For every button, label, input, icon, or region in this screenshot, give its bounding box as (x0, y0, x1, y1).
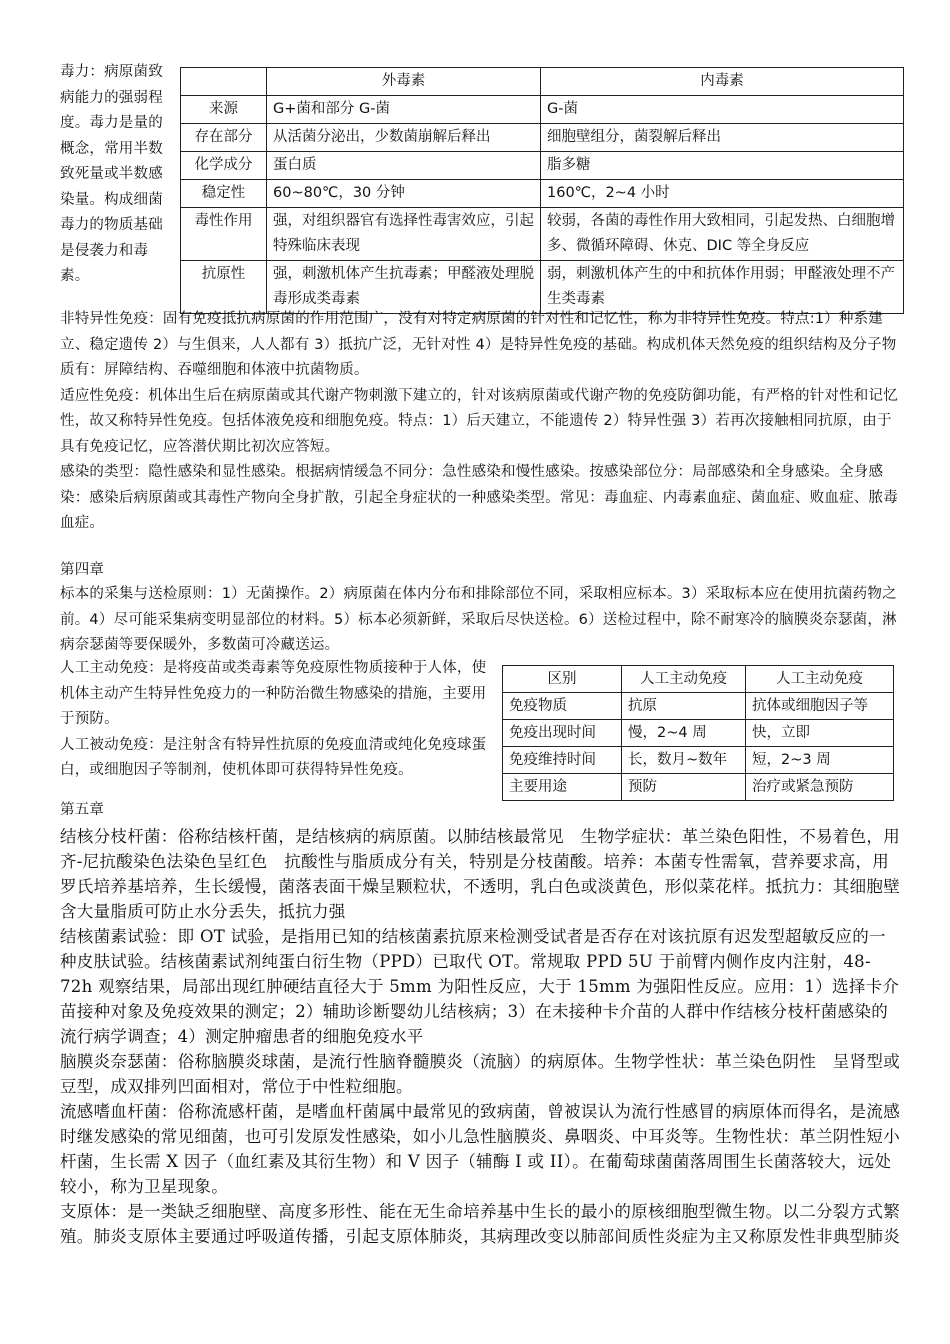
paragraph-tuberculin-test: 结核菌素试验：即 OT 试验，是指用已知的结核菌素抗原来检测受试者是否存在对该抗原有迟发型超敏反应的一种皮肤试验。结核菌素试剂纯蛋白衍生物（PPD）已取代 OT。常规取 PPD 5U 于前臂内侧作皮内注射，48-72h 观察结果，局部出现红肿硬结直径大于 5mm 为阳性反应，大于 15mm 为强阳性反应。应用：1）选择卡介苗接种对象及免疫效果的测定；2）辅助诊断婴幼儿结核病；3）在未接种卡介苗的人群中作结核分枝杆菌感染的流行病学调查；4）测定肿瘤患者的细胞免疫水平 (60, 927, 900, 1046)
table-row (181, 180, 904, 208)
table-header-cell: 内毒素 (541, 68, 904, 96)
artificial-immunity-text (60, 656, 492, 784)
table-cell: 预防 (622, 774, 746, 801)
chapter-4-heading: 第四章 (60, 562, 105, 578)
table-row (181, 124, 904, 152)
table-row (181, 96, 904, 124)
table-cell: 长，数月~数年 (622, 747, 746, 774)
table-cell: 主要用途 (503, 774, 622, 801)
paragraph-artificial-passive: 人工被动免疫：是注射含有特异性抗原的免疫血清或纯化免疫球蛋白，或细胞因子等制剂，使机体即可获得特异性免疫。 (60, 736, 487, 778)
table-cell: 从活菌分泌出，少数菌崩解后释出 (267, 124, 541, 152)
paragraph-specimen-collection: 标本的采集与送检原则：1）无菌操作。2）病原菌在体内分布和排除部位不同，采取相应标本。3）采取标本应在使用抗菌药物之前。4）尽可能采集病变明显部位的材料。5）标本必须新鲜，采取后尽快送检。6）送检过程中，除不耐寒冷的脑膜炎奈瑟菌，淋病奈瑟菌等要保暖外，多数菌可冷藏送运。 (60, 586, 897, 653)
table-row (181, 261, 904, 314)
paragraph-nonspecific-immunity: 非特异性免疫：固有免疫抵抗病原菌的作用范围广，没有对特定病原菌的针对性和记忆性，称为非特异性免疫。特点:1）种系建立、稳定遗传 2）与生俱来，人人都有 3）抵抗广泛，无针对性 4）是特异性免疫的基础。构成机体天然免疫的组织结构及分子物质有：屏障结构、吞噬细胞和体液中抗菌物质。 (60, 311, 897, 378)
row-header-cell: 毒性作用 (181, 208, 267, 261)
virulence-note: 毒力：病原菌致病能力的强弱程度。毒力是量的概念，常用半数致死量或半数感染量。构成细菌毒力的物质基础是侵袭力和毒素。 (60, 64, 163, 284)
table-cell: 治疗或紧急预防 (746, 774, 894, 801)
table-row (503, 774, 894, 801)
artificial-immunity-table (502, 665, 894, 801)
table-row (503, 720, 894, 747)
table-cell: 短，2~3 周 (746, 747, 894, 774)
table-cell: 160℃，2~4 小时 (541, 180, 904, 208)
table-cell: 蛋白质 (267, 152, 541, 180)
table-header-cell (181, 68, 267, 96)
table-cell: G-菌 (541, 96, 904, 124)
table-cell: 60~80℃，30 分钟 (267, 180, 541, 208)
table-cell: 弱，刺激机体产生的中和抗体作用弱；甲醛液处理不产生类毒素 (541, 261, 904, 314)
row-header-cell: 稳定性 (181, 180, 267, 208)
row-header-cell: 化学成分 (181, 152, 267, 180)
table-cell: 抗体或细胞因子等 (746, 693, 894, 720)
table-cell: 脂多糖 (541, 152, 904, 180)
table-cell: 免疫出现时间 (503, 720, 622, 747)
paragraph-tuberculosis: 结核分枝杆菌：俗称结核杆菌，是结核病的病原菌。以肺结核最常见 生物学症状：革兰染色阳性，不易着色，用齐-尼抗酸染色法染色呈红色 抗酸性与脂质成分有关，特别是分枝菌酸。培养：本菌专性需氧，营养要求高，用罗氏培养基培养，生长缓慢，菌落表面干燥呈颗粒状，不透明，乳白色或淡黄色，形似菜花样。抵抗力：其细胞壁含大量脂质可防止水分丢失，抵抗力强 (60, 827, 900, 921)
paragraph-artificial-active: 人工主动免疫：是将疫苗或类毒素等免疫原性物质接种于人体，使机体主动产生特异性免疫力的一种防治微生物感染的措施，主要用于预防。 (60, 660, 487, 727)
table-cell: 强，对组织器官有选择性毒害效应，引起特殊临床表现 (267, 208, 541, 261)
table-header-row (503, 666, 894, 693)
paragraph-adaptive-immunity: 适应性免疫：机体出生后在病原菌或其代谢产物刺激下建立的，针对该病原菌或代谢产物的免疫防御功能，有严格的针对性和记忆性，故又称特异性免疫。包括体液免疫和细胞免疫。特点：1）后天建立，不能遗传 2）特异性强 3）若再次接触相同抗原，由于具有免疫记忆，应答潜伏期比初次应答短。 (60, 387, 898, 455)
table-header-cell: 区别 (503, 666, 622, 693)
table-cell: 慢，2~4 周 (622, 720, 746, 747)
table-cell: 强，刺激机体产生抗毒素；甲醛液处理脱毒形成类毒素 (267, 261, 541, 314)
table-row (503, 693, 894, 720)
table-row (503, 747, 894, 774)
chapter-5-heading: 第五章 (60, 802, 105, 818)
table-cell: 较弱，各菌的毒性作用大致相同，引起发热、白细胞增多、微循环障碍、休克、DIC 等全身反应 (541, 208, 904, 261)
table-cell: 免疫维持时间 (503, 747, 622, 774)
table-header-cell: 人工主动免疫 (746, 666, 894, 693)
table-cell: 细胞壁组分，菌裂解后释出 (541, 124, 904, 152)
table-header-row (181, 68, 904, 96)
row-header-cell: 来源 (181, 96, 267, 124)
table-header-cell: 外毒素 (267, 68, 541, 96)
table-row (181, 208, 904, 261)
table-cell: 快，立即 (746, 720, 894, 747)
chapter-5-body (60, 824, 900, 1249)
toxin-comparison-table (180, 67, 904, 314)
paragraph-meningococcus: 脑膜炎奈瑟菌：俗称脑膜炎球菌，是流行性脑脊髓膜炎（流脑）的病原体。生物学性状：革兰染色阴性 呈肾型或豆型，成双排列凹面相对，常位于中性粒细胞。 (60, 1052, 900, 1096)
table-cell: G+菌和部分 G-菌 (267, 96, 541, 124)
row-header-cell: 抗原性 (181, 261, 267, 314)
row-header-cell: 存在部分 (181, 124, 267, 152)
table-header-cell: 人工主动免疫 (622, 666, 746, 693)
paragraph-infection-types: 感染的类型：隐性感染和显性感染。根据病情缓急不同分：急性感染和慢性感染。按感染部位分：局部感染和全身感染。全身感染：感染后病原菌或其毒性产物向全身扩散，引起全身症状的一种感染类型。常见：毒血症、内毒素血症、菌血症、败血症、脓毒血症。 (60, 464, 898, 531)
paragraph-haemophilus: 流感嗜血杆菌：俗称流感杆菌，是嗜血杆菌属中最常见的致病菌，曾被误认为流行性感冒的病原体而得名，是流感时继发感染的常见细菌，也可引发原发性感染，如小儿急性脑膜炎、鼻咽炎、中耳炎等。生物性状：革兰阴性短小杆菌，生长需 X 因子（血红素及其衍生物）和 V 因子（辅酶 I 或 II）。在葡萄球菌菌落周围生长菌落较大，远处较小，称为卫星现象。 (60, 1102, 900, 1196)
immunity-section (60, 307, 900, 537)
table-cell: 抗原 (622, 693, 746, 720)
table-row (181, 152, 904, 180)
table-cell: 免疫物质 (503, 693, 622, 720)
paragraph-mycoplasma: 支原体：是一类缺乏细胞壁、高度多形性、能在无生命培养基中生长的最小的原核细胞型微生物。以二分裂方式繁殖。肺炎支原体主要通过呼吸道传播，引起支原体肺炎，其病理改变以肺部间质性炎症为主又称原发性非典型肺炎 (60, 1202, 900, 1246)
